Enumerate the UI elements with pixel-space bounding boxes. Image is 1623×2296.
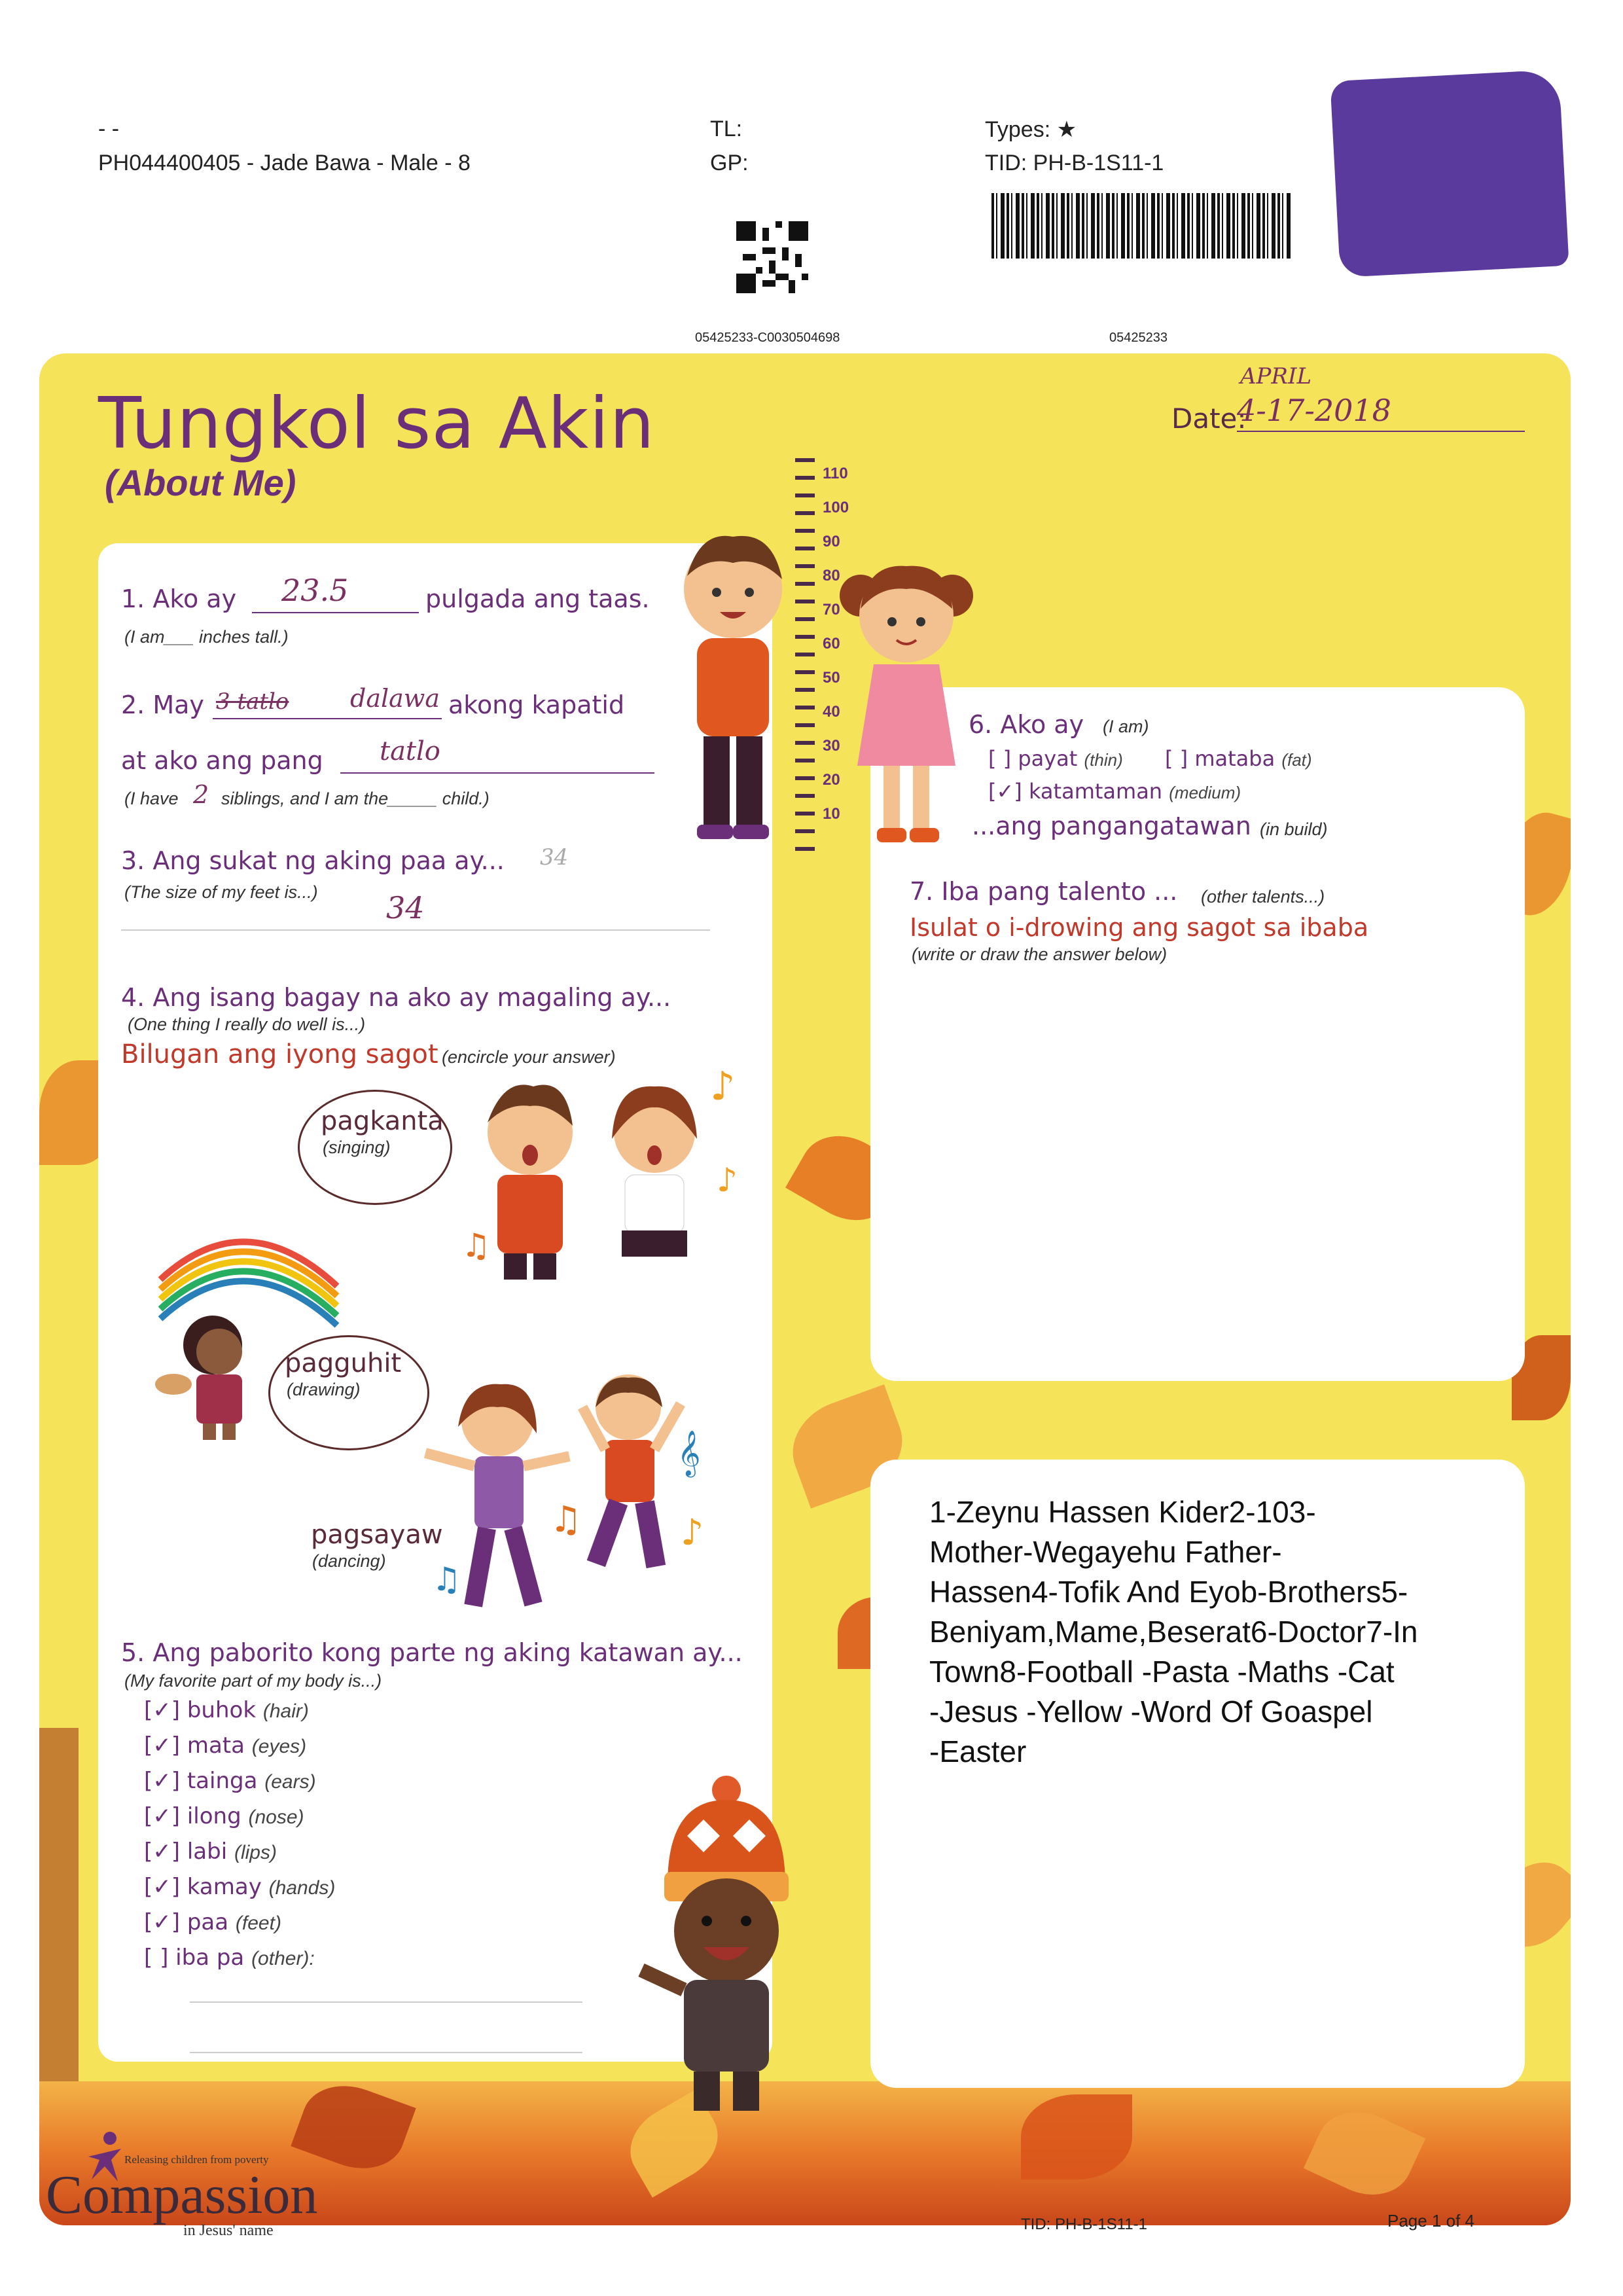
option-singing[interactable]: pagkanta (321, 1106, 444, 1136)
tid-label: TID: PH-B-1S11-1 (985, 151, 1164, 175)
code-right: 05425233 (1109, 331, 1168, 345)
q5-item-feet[interactable] (144, 1909, 281, 1935)
height-tick-label: 90 (823, 533, 840, 550)
q3-label: 3. Ang sukat ng aking paa ay... (121, 846, 505, 875)
q5-checkbox[interactable]: [✓] (144, 1874, 181, 1900)
svg-text:𝄞: 𝄞 (677, 1430, 701, 1476)
svg-text:♪: ♪ (717, 1161, 738, 1199)
q5-word: tainga (187, 1768, 258, 1794)
compassion-logo-sub: in Jesus' name (183, 2222, 274, 2239)
q5-checkbox[interactable]: [✓] (144, 1909, 181, 1935)
compassion-logo: Compassion (46, 2164, 318, 2225)
q6-checkbox[interactable]: [ ] (988, 746, 1012, 771)
q2-prefix: 2. May (121, 691, 204, 719)
q1-suffix: pulgada ang taas. (425, 584, 650, 613)
child-info: PH044400405 - Jade Bawa - Male - 8 (98, 151, 471, 175)
q5-tr: (ears) (264, 1771, 316, 1793)
q5-checkbox[interactable]: [ ] (144, 1945, 169, 1971)
q6-word: payat (1018, 746, 1078, 771)
q5-tr: (other): (251, 1948, 315, 1969)
gp-label: GP: (710, 151, 749, 175)
option-singing-tr: (singing) (323, 1138, 391, 1157)
q1-translation: (I am___ inches tall.) (124, 627, 289, 647)
height-tick-label: 40 (823, 703, 840, 721)
form-title: Tungkol sa Akin (98, 383, 655, 465)
q5-tr: (hair) (262, 1700, 309, 1722)
q5-item-lips[interactable] (144, 1839, 277, 1865)
q5-tr: (nose) (248, 1806, 304, 1828)
q5-checkbox[interactable]: [✓] (144, 1697, 181, 1723)
q5-checkbox[interactable]: [✓] (144, 1732, 181, 1759)
q1-prefix: 1. Ako ay (121, 584, 237, 613)
q5-tr: (hands) (268, 1877, 336, 1899)
option-drawing[interactable]: pagguhit (285, 1348, 402, 1378)
typed-answer-line: Town8-Football -Pasta -Maths -Cat (929, 1655, 1395, 1689)
q2-translation-num[interactable]: 2 (193, 780, 209, 809)
q1-answer[interactable]: 23.5 (281, 573, 349, 608)
svg-text:♪: ♪ (681, 1511, 704, 1553)
q6-option-medium[interactable] (988, 779, 1241, 804)
option-drawing-tr: (drawing) (287, 1380, 361, 1399)
code-left: 05425233-C0030504698 (695, 331, 840, 345)
svg-text:♫: ♫ (432, 1560, 461, 1598)
compassion-tagline: Releasing children from poverty (124, 2153, 269, 2166)
q6-word: mataba (1194, 746, 1275, 771)
q7-label-tr: (other talents...) (1201, 887, 1325, 906)
boy-illustration (661, 517, 805, 844)
q6-suffix-tr: (in build) (1260, 819, 1328, 839)
q3-answer[interactable]: 34 (386, 890, 425, 925)
q2-struck: 3 tatlo (216, 689, 289, 715)
q6-option-fat[interactable] (1165, 746, 1312, 771)
typed-answer-line: -Easter (929, 1734, 1027, 1768)
option-dancing-tr: (dancing) (312, 1551, 386, 1571)
date-month: APRIL (1240, 363, 1312, 389)
q6-tr: (medium) (1169, 783, 1241, 802)
q4-instruction-tr: (encircle your answer) (442, 1047, 616, 1067)
leaf-decoration (1021, 2094, 1132, 2179)
other-line-2 (190, 2052, 582, 2053)
q6-label: 6. Ako ay (969, 710, 1084, 739)
redaction-mark (1330, 69, 1569, 278)
q2-suffix: akong kapatid (448, 691, 625, 719)
qr-code (736, 221, 808, 293)
typed-answer-line: 1-Zeynu Hassen Kider2-103- (929, 1495, 1316, 1529)
types-label: Types: ★ (985, 117, 1077, 142)
q5-translation: (My favorite part of my body is...) (124, 1671, 382, 1691)
q5-item-hair[interactable] (144, 1697, 309, 1723)
q3-translation: (The size of my feet is...) (124, 882, 318, 902)
q5-word: iba pa (175, 1945, 245, 1971)
q5-word: labi (187, 1839, 228, 1865)
q6-tr: (thin) (1084, 750, 1123, 770)
q5-tr: (lips) (234, 1842, 277, 1863)
date-label: Date: (1171, 403, 1247, 435)
height-tick-label: 50 (823, 669, 840, 687)
height-tick-label: 60 (823, 635, 840, 653)
q5-item-ears[interactable] (144, 1768, 316, 1794)
q2-line (213, 718, 442, 719)
q2-line2 (340, 772, 654, 774)
q5-checkbox[interactable]: [✓] (144, 1768, 181, 1794)
q7-instruction-tr: (write or draw the answer below) (912, 944, 1168, 964)
q6-checkbox[interactable]: [✓] (988, 779, 1022, 804)
q2-line2-prefix: at ako ang pang (121, 746, 323, 775)
singing-kids-illustration (458, 1060, 746, 1283)
q7-label: 7. Iba pang talento ... (910, 877, 1178, 906)
typed-answer-line: Mother-Wegayehu Father- (929, 1535, 1282, 1569)
q5-checkbox[interactable]: [✓] (144, 1839, 181, 1865)
q4-instruction: Bilugan ang iyong sagot (121, 1039, 438, 1069)
tl-label: TL: (710, 117, 743, 141)
svg-text:♪: ♪ (710, 1064, 736, 1109)
girl-illustration (834, 543, 978, 851)
q4-label: 4. Ang isang bagay na ako ay magaling ay... (121, 983, 671, 1012)
page-number: Page 1 of 4 (1387, 2211, 1474, 2231)
q4-translation: (One thing I really do well is...) (128, 1014, 366, 1034)
barcode (991, 193, 1293, 259)
q6-suffix: ...ang pangangatawan (972, 812, 1251, 840)
q6-word: katamtaman (1028, 779, 1163, 804)
q5-item-other[interactable] (144, 1945, 315, 1971)
height-tick-label: 20 (823, 771, 840, 789)
q5-label: 5. Ang paborito kong parte ng aking katawan ay... (121, 1638, 743, 1667)
height-tick-label: 30 (823, 737, 840, 755)
q5-item-nose[interactable] (144, 1803, 304, 1829)
q2-line2-answer[interactable]: tatlo (380, 736, 440, 766)
q6-label-tr: (I am) (1103, 717, 1149, 736)
q1-line (252, 612, 419, 613)
typed-answer-line: Beniyam,Mame,Beserat6-Doctor7-In (929, 1615, 1418, 1649)
date-line (1237, 431, 1525, 432)
q5-word: mata (187, 1732, 245, 1759)
q5-tr: (feet) (235, 1912, 281, 1934)
q5-item-eyes[interactable] (144, 1732, 306, 1759)
typed-answer-line: Hassen4-Tofik And Eyob-Brothers5- (929, 1575, 1408, 1609)
date-value[interactable]: 4-17-2018 (1237, 393, 1391, 428)
q6-option-thin[interactable] (988, 746, 1123, 771)
q5-word: ilong (187, 1803, 241, 1829)
q5-word: kamay (187, 1874, 262, 1900)
typed-answer-line: -Jesus -Yellow -Word Of Goaspel (929, 1695, 1373, 1729)
q5-word: paa (187, 1909, 229, 1935)
q6-tr: (fat) (1281, 750, 1312, 770)
footer-tid: TID: PH-B-1S11-1 (1021, 2215, 1147, 2233)
other-line-1 (190, 2001, 582, 2003)
typed-answers (929, 1492, 1531, 1772)
height-tick-label: 10 (823, 805, 840, 823)
q2-translation-b: siblings, and I am the_____ child.) (221, 789, 490, 808)
q2-answer[interactable]: dalawa (350, 684, 440, 713)
height-tick-label: 70 (823, 601, 840, 619)
boy-with-hat-illustration (628, 1774, 825, 2114)
height-tick-label: 100 (823, 499, 849, 516)
q6-checkbox[interactable]: [ ] (1165, 746, 1188, 771)
q5-item-hands[interactable] (144, 1874, 335, 1900)
q7-instruction: Isulat o i-drowing ang sagot sa ibaba (910, 913, 1369, 942)
q5-word: buhok (187, 1697, 257, 1723)
q2-translation-a: (I have (124, 789, 179, 808)
header-dashes: - - (98, 117, 120, 141)
q5-checkbox[interactable]: [✓] (144, 1803, 181, 1829)
height-tick-label: 110 (823, 465, 848, 482)
svg-text:♫: ♫ (550, 1498, 582, 1540)
dancing-kids-illustration (419, 1374, 733, 1623)
form-subtitle: (About Me) (105, 462, 296, 503)
q5-tr: (eyes) (251, 1736, 307, 1757)
svg-text:♫: ♫ (461, 1227, 491, 1265)
option-dancing[interactable]: pagsayaw (311, 1520, 443, 1550)
height-tick-label: 80 (823, 567, 840, 584)
q3-line (121, 929, 710, 931)
q3-faint-answer: 34 (540, 844, 569, 870)
